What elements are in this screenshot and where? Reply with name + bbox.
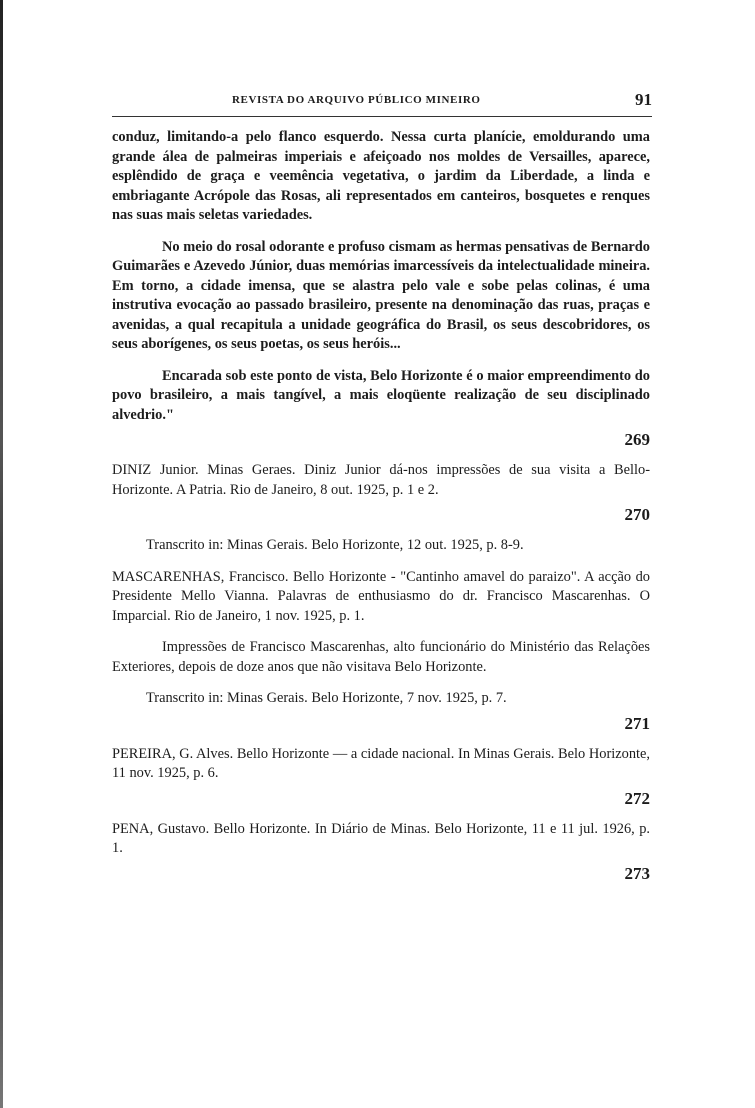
bibliography-entry [112, 820, 650, 859]
running-header [112, 92, 652, 117]
body-paragraph: No meio do rosal odorante e profuso cismam as hermas pensativas de Bernardo Guimarães e Azevedo Júnior, duas memórias imarcessíveis da intelectualidade mineira. Em torno, a cidade imensa, que se alastra pelo vale e sobe pelas colinas, é uma instrutiva evocação ao passado brasileiro, presente na denominação das ruas, praças e avenidas, a qual recapitula a unidade geográfica do Brasil, os seus descobridores, os seus aborígenes, os seus poetas, os seus heróis... [112, 238, 650, 352]
entry-note: Impressões de Francisco Mascarenhas, alto funcionário do Ministério das Relações Exteriores, depois de doze anos que não visitava Belo Horizonte. [112, 639, 650, 675]
entry-number: 272 [624, 788, 650, 808]
journal-title: REVISTA DO ARQUIVO PÚBLICO MINEIRO [232, 94, 481, 106]
entry-citation: MASCARENHAS, Francisco. Bello Horizonte - "Cantinho amavel do paraizo". A acção do Presidente Mello Vianna. Palavras de enthusiasmo do dr. Francisco Mascarenhas. O Imparcial. Rio de Janeiro, 1 nov. 1925, p. 1. [112, 568, 650, 624]
bibliography-entry [112, 461, 650, 500]
page-binding-edge [0, 0, 3, 1108]
entry-number: 273 [624, 863, 650, 883]
bibliography-entry [112, 745, 650, 784]
bibliography-entry [112, 536, 650, 709]
entry-citation: PEREIRA, G. Alves. Bello Horizonte — a cidade nacional. In Minas Gerais. Belo Horizonte, 11 nov. 1925, p. 6. [112, 745, 650, 781]
entry-citation: DINIZ Junior. Minas Geraes. Diniz Junior dá-nos impressões de sua visita a Bello-Horizonte. A Patria. Rio de Janeiro, 8 out. 1925, p. 1 e 2. [112, 462, 650, 498]
entry-citation: PENA, Gustavo. Bello Horizonte. In Diário de Minas. Belo Horizonte, 11 e 11 jul. 1926, p. 1. [112, 820, 650, 856]
page-body [112, 128, 650, 895]
entry-number: 269 [624, 430, 650, 449]
entry-citation: Transcrito in: Minas Gerais. Belo Horizonte, 12 out. 1925, p. 8-9. [146, 537, 524, 553]
body-paragraph: conduz, limitando-a pelo flanco esquerdo. Nessa curta planície, emoldurando uma grande álea de palmeiras imperiais e afeiçoado nos moldes de Versailles, aparece, esplêndido de graça e veemência vegetativa, o jardim da Liberdade, a linda e embriagante Acrópole das Rosas, ali representados em canteiros, bosquetes e renques nas suas mais seletas variedades. [112, 129, 650, 223]
body-paragraph: Encarada sob este ponto de vista, Belo Horizonte é o maior empreendimento do povo brasileiro, a mais tangível, a mais eloqüente realização de seu disciplinado alvedrio." [112, 367, 650, 423]
entry-number: 270 [624, 505, 650, 524]
entry-note: Transcrito in: Minas Gerais. Belo Horizonte, 7 nov. 1925, p. 7. [146, 690, 507, 706]
entry-number: 271 [624, 713, 650, 733]
page-number: 91 [635, 90, 652, 109]
